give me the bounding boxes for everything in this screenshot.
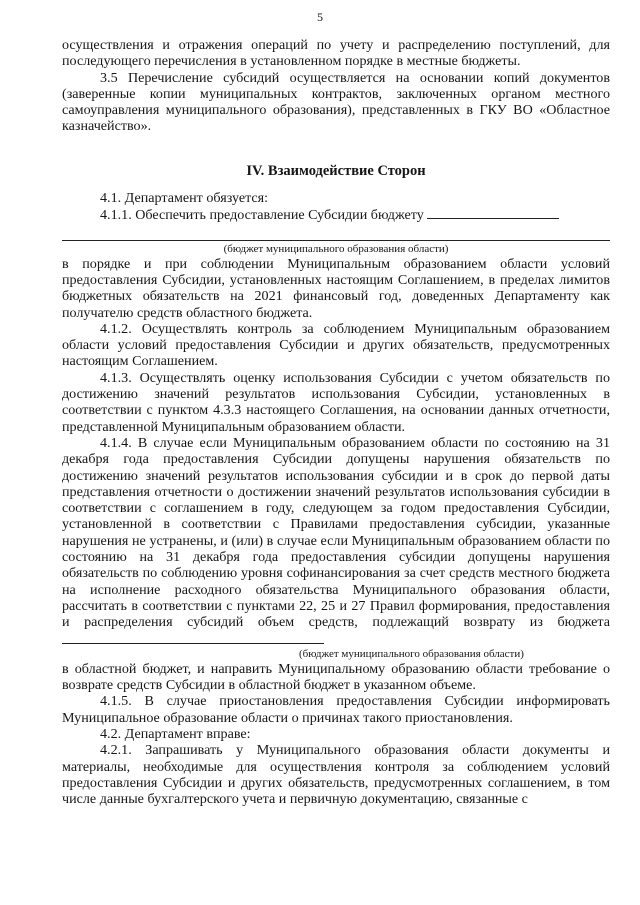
paragraph-3-5: 3.5 Перечисление субсидий осуществляется на основании копий документов (заверенные копии муниципальных контрактов, заключенных органом местного самоуправления муниципального образования), представленных в ГКУ ВО «Областное казначейство».	[62, 69, 610, 135]
paragraph-4-2-1: 4.2.1. Запрашивать у Муниципального образования области документы и материалы, необходимые для осуществления контроля за соблюдением условий предоставления Субсидии и других обязательств, предусмотренных соглашением, в том числе данные бухгалтерского учета и первичную документацию, связанные с	[62, 742, 610, 808]
paragraph-4-1: 4.1. Департамент обязуется:	[100, 190, 269, 207]
paragraph-4-1-1	[62, 206, 610, 223]
document-body	[62, 37, 610, 807]
paragraph-4-1-4-continuation: в областной бюджет, и направить Муниципальному образованию области требование о возврате средств Субсидии в областной бюджет в указанном объеме.	[62, 660, 610, 694]
paragraph-4-1-3: 4.1.3. Осуществлять оценку использования Субсидии с учетом обязательств по достижению значений результатов использования Субсидии, установленных в соответствии с пунктом 4.3.3 настоящего Соглашения, на основании данных отчетности, представленной Муниципальным образованием области.	[62, 369, 610, 435]
blank-line-budget-full	[62, 226, 610, 241]
blank-line-budget-name	[427, 206, 559, 219]
caption-budget-1: (бюджет муниципального образования области)	[223, 242, 449, 255]
paragraph-continuation: осуществления и отражения операций по учету и распределению поступлений, для последующего перечисления в установленном порядке в местные бюджеты.	[62, 37, 610, 70]
caption-budget-2: (бюджет муниципального образования области)	[299, 647, 524, 660]
paragraph-4-1-4-text: 4.1.4. В случае если Муниципальным образованием области по состоянию на 31 декабря года предоставления Субсидии допущены нарушения обязательств по достижению значений результатов использования субсидии и в срок до первой даты представления отчетности о достижении значений результатов использования субсидии в соответствии с соглашением в году, следующем за годом предоставления Субсидии, установленной в соответствии с Правилами предоставления субсидии, указанные нарушения не устранены, и (или) в случае если Муниципальным образованием области по состоянию на 31 декабря года предоставления субсидии допущены нарушения обязательств по соблюдению уровня софинансирования за счет средств местного бюджета на исполнение расходного обязательства Муниципального образования области, рассчитать в соответствии с пунктами 22, 25 и 27 Правил формирования, предоставления и распределения субсидий объем средств, подлежащий возврату из бюджета	[62, 434, 610, 631]
paragraph-4-1-2: 4.1.2. Осуществлять контроль за соблюдением Муниципальным образованием области условий предоставления Субсидии и других обязательств, предусмотренных настоящим Соглашением.	[62, 320, 610, 370]
section-heading: IV. Взаимодействие Сторон	[246, 162, 426, 179]
paragraph-4-1-4	[62, 435, 610, 648]
paragraph-4-2: 4.2. Департамент вправе:	[100, 725, 251, 742]
paragraph-4-1-1-text: 4.1.1. Обеспечить предоставление Субсидии бюджету	[100, 207, 424, 224]
blank-line-budget-return	[62, 631, 324, 644]
paragraph-4-1-5: 4.1.5. В случае приостановления предоставления Субсидии информировать Муниципальное образование области о причинах такого приостановления.	[62, 693, 610, 726]
page-number: 5	[317, 10, 323, 24]
paragraph-4-1-1-continuation: в порядке и при соблюдении Муниципальным образованием области условий предоставления Субсидии, установленных настоящим Соглашением, в пределах лимитов бюджетных обязательств на 2021 финансовый год, доведенных Департаменту как получателю средств областного бюджета.	[62, 255, 610, 321]
